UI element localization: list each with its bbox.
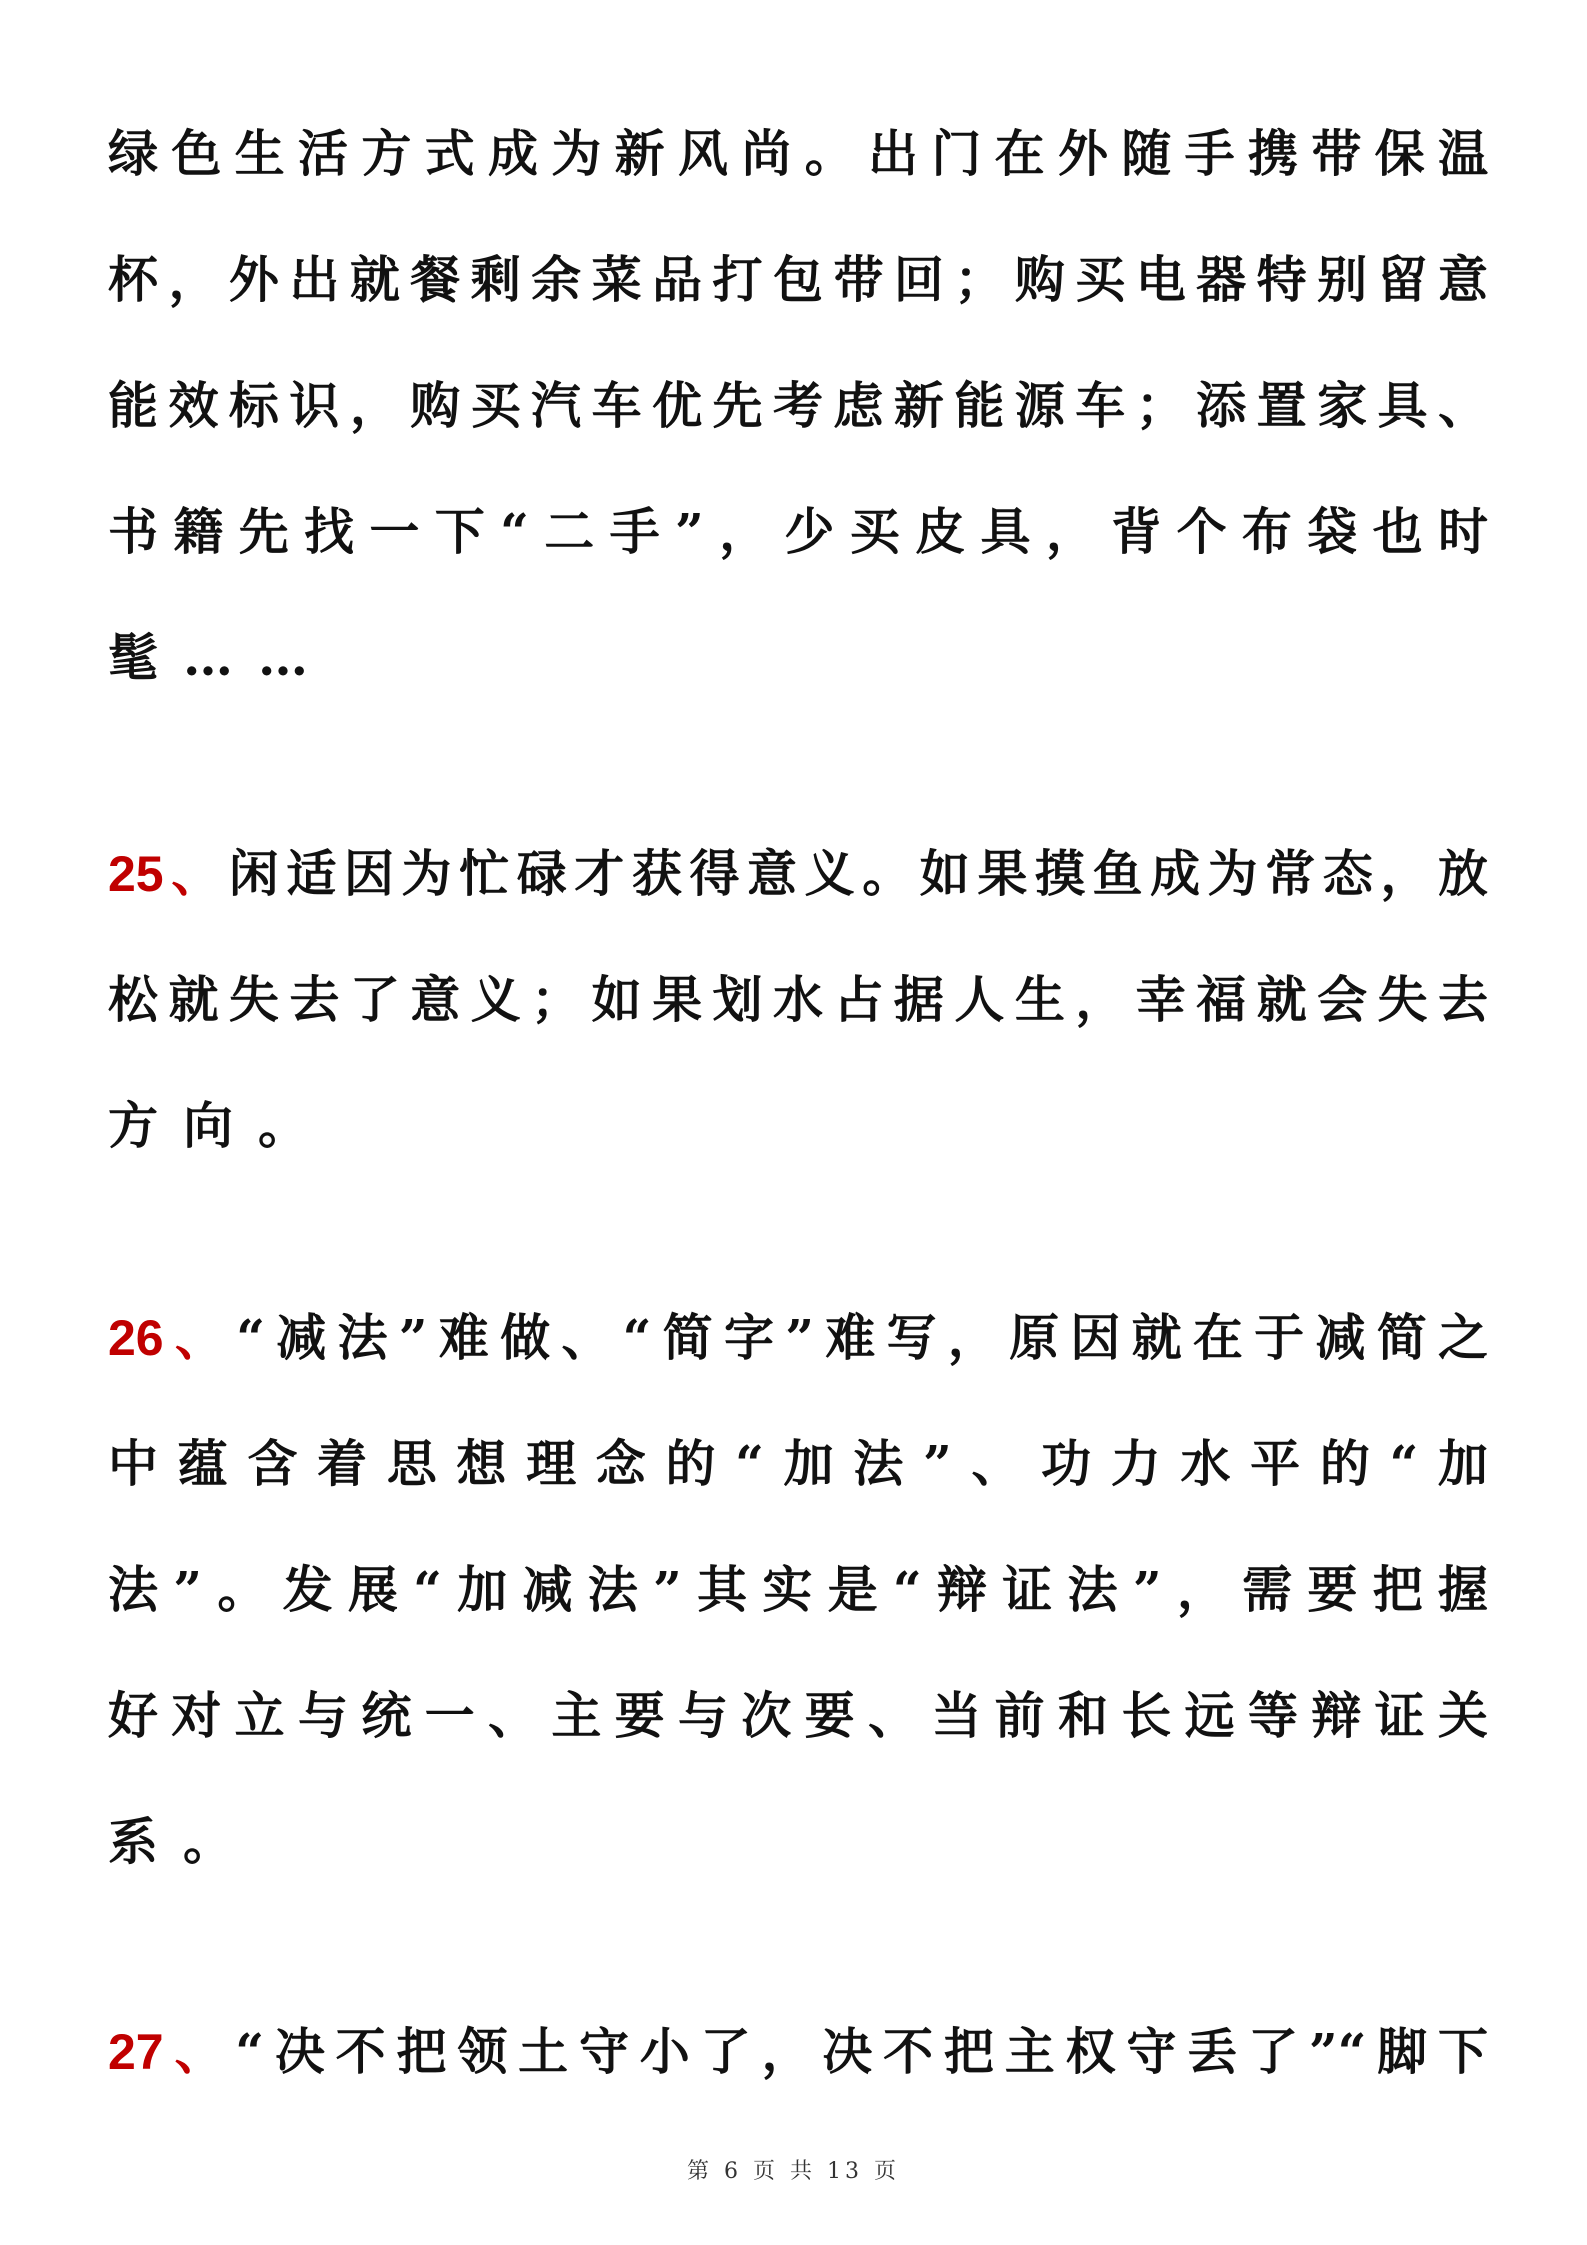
paragraph-line: 中蕴含着思想理念的“加法”、功力水平的“加 [108,1434,1488,1493]
paragraph-text: 闲适因为忙碌才获得意义。如果摸鱼成为常态，放 [228,844,1489,903]
item-number-separator: 、 [163,846,229,902]
paragraph-line: 系。 [108,1812,258,1871]
paragraph-27-first-line [108,2020,1488,2084]
paragraph-line: 杯，外出就餐剩余菜品打包带回；购买电器特别留意 [108,250,1488,309]
item-number: 26 [108,1310,164,1366]
item-number-separator: 、 [163,1310,237,1366]
paragraph-25-first-line [108,842,1488,906]
paragraph-line: 能效标识，购买汽车优先考虑新能源车；添置家具、 [108,376,1488,435]
paragraph-line: 书籍先找一下“二手”，少买皮具，背个布袋也时 [108,502,1488,561]
page-footer: 第 6 页 共 13 页 [687,2159,900,2184]
item-number: 27 [108,2024,164,2080]
paragraph-line: 髦…… [108,628,333,687]
paragraph-text: “减法”难做、“简字”难写，原因就在于减简之 [236,1308,1489,1367]
item-number: 25 [108,846,164,902]
paragraph-line: 松就失去了意义；如果划水占据人生，幸福就会失去 [108,970,1488,1029]
paragraph-text: “决不把领土守小了，决不把主权守丢了”“脚下 [235,2022,1489,2081]
paragraph-line: 绿色生活方式成为新风尚。出门在外随手携带保温 [108,124,1488,183]
paragraph-line: 法”。发展“加减法”其实是“辩证法”，需要把握 [108,1560,1488,1619]
item-number-separator: 、 [163,2024,236,2080]
paragraph-26-first-line [108,1306,1488,1370]
paragraph-line: 方向。 [108,1096,333,1155]
paragraph-line: 好对立与统一、主要与次要、当前和长远等辩证关 [108,1686,1488,1745]
